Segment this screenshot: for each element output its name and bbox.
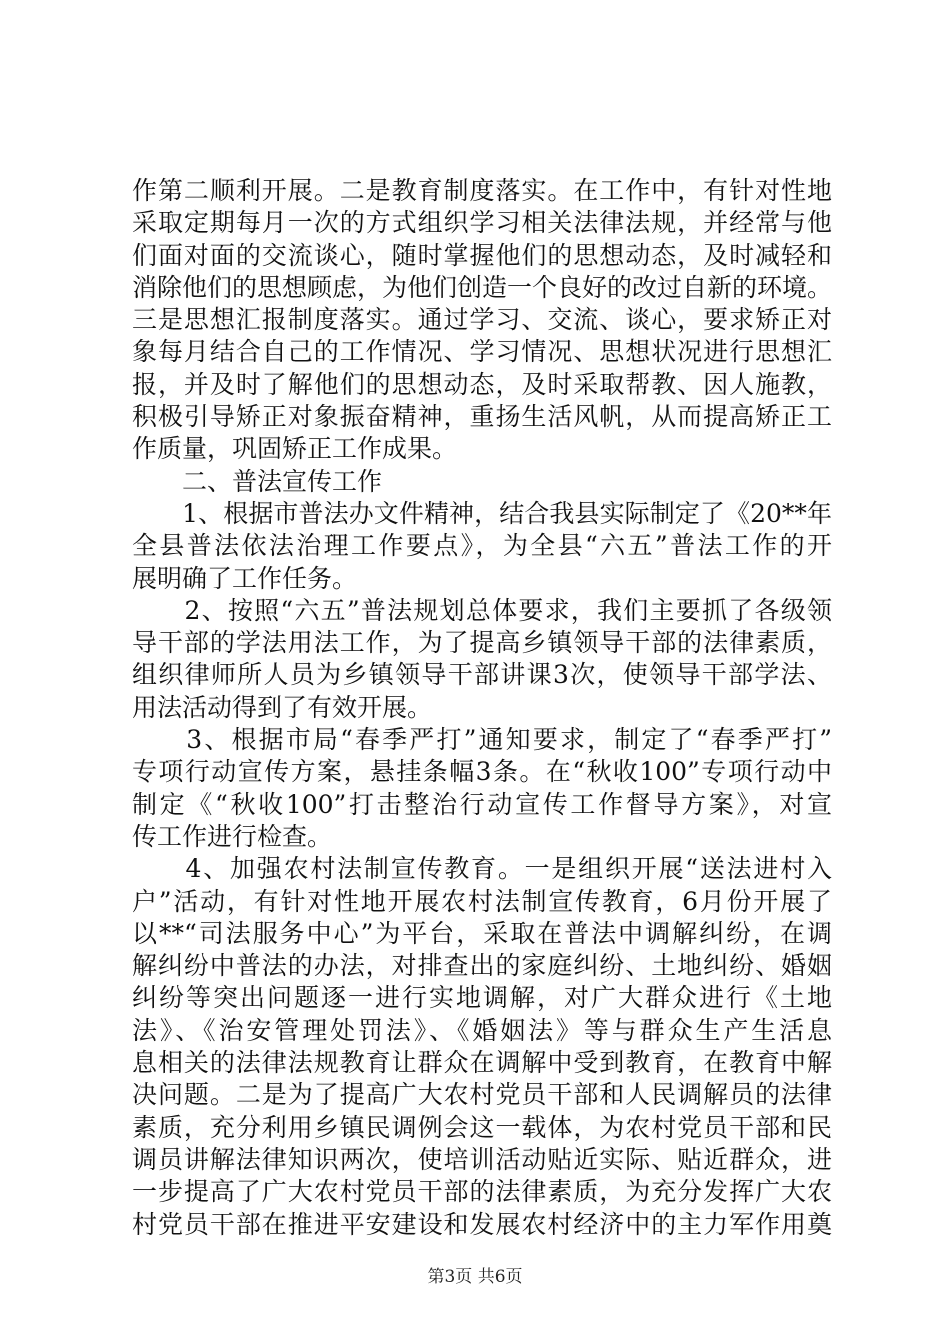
text-line: 村党员干部在推进平安建设和发展农村经济中的主力军作用奠: [132, 1209, 832, 1239]
text-line: 积极引导矫正对象振奋精神，重扬生活风帆，从而提高矫正工: [132, 402, 832, 432]
text-line: 制定《“秋收100”打击整治行动宣传工作督导方案》，对宣: [132, 789, 832, 819]
text-line: 解纠纷中普法的办法，对排查出的家庭纠纷、土地纠纷、婚姻: [132, 951, 832, 981]
text-line: 作质量，巩固矫正工作成果。: [132, 434, 458, 464]
text-line: 息相关的法律法规教育让群众在调解中受到教育，在教育中解: [132, 1048, 832, 1078]
text-line: 全县普法依法治理工作要点》，为全县“六五”普法工作的开: [132, 531, 832, 561]
text-line: 三是思想汇报制度落实。通过学习、交流、谈心，要求矫正对: [132, 305, 832, 335]
text-line: 报，并及时了解他们的思想动态，及时采取帮教、因人施教，: [132, 369, 832, 399]
text-line: 作第二顺利开展。二是教育制度落实。在工作中，有针对性地: [132, 176, 832, 205]
page-footer: 第3页 共6页: [427, 1267, 523, 1287]
text-line: 2、按照“六五”普法规划总体要求，我们主要抓了各级领: [132, 595, 832, 625]
text-line: 展明确了工作任务。: [132, 563, 358, 593]
text-line: 纠纷等突出问题逐一进行实地调解，对广大群众进行《土地: [132, 983, 832, 1013]
text-line: 素质，充分利用乡镇民调例会这一载体，为农村党员干部和民: [132, 1112, 832, 1142]
text-line: 采取定期每月一次的方式组织学习相关法律法规，并经常与他: [132, 208, 832, 238]
text-line: 法》、《治安管理处罚法》、《婚姻法》等与群众生产生活息: [132, 1015, 832, 1045]
text-line: 象每月结合自己的工作情况、学习情况、思想状况进行思想汇: [132, 337, 832, 367]
text-line: 导干部的学法用法工作，为了提高乡镇领导干部的法律素质，: [132, 628, 832, 658]
text-line: 组织律师所人员为乡镇领导干部讲课3次，使领导干部学法、: [132, 660, 832, 690]
text-line: 户”活动，有针对性地开展农村法制宣传教育，6月份开展了: [132, 886, 832, 916]
text-line: 以**“司法服务中心”为平台，采取在普法中调解纠纷，在调: [132, 918, 832, 948]
body-text: [132, 175, 832, 1241]
text-line: 决问题。二是为了提高广大农村党员干部和人民调解员的法律: [132, 1080, 832, 1110]
text-line: 调员讲解法律知识两次，使培训活动贴近实际、贴近群众，进: [132, 1144, 832, 1174]
text-line: 4、加强农村法制宣传教育。一是组织开展“送法进村入: [132, 854, 832, 884]
text-line: 消除他们的思想顾虑，为他们创造一个良好的改过自新的环境。: [132, 272, 833, 302]
text-line: 们面对面的交流谈心，随时掌握他们的思想动态，及时减轻和: [132, 240, 832, 270]
text-line: 传工作进行检查。: [132, 821, 333, 851]
text-line: 1、根据市普法办文件精神，结合我县实际制定了《20**年: [132, 498, 832, 528]
text-line: 3、根据市局“春季严打”通知要求，制定了“春季严打”: [132, 725, 832, 755]
text-line: 专项行动宣传方案，悬挂条幅3条。在“秋收100”专项行动中: [132, 757, 832, 787]
text-line: 用法活动得到了有效开展。: [132, 692, 433, 722]
section-heading: 二、普法宣传工作: [132, 466, 383, 496]
text-line: 一步提高了广大农村党员干部的法律素质，为充分发挥广大农: [132, 1177, 832, 1207]
